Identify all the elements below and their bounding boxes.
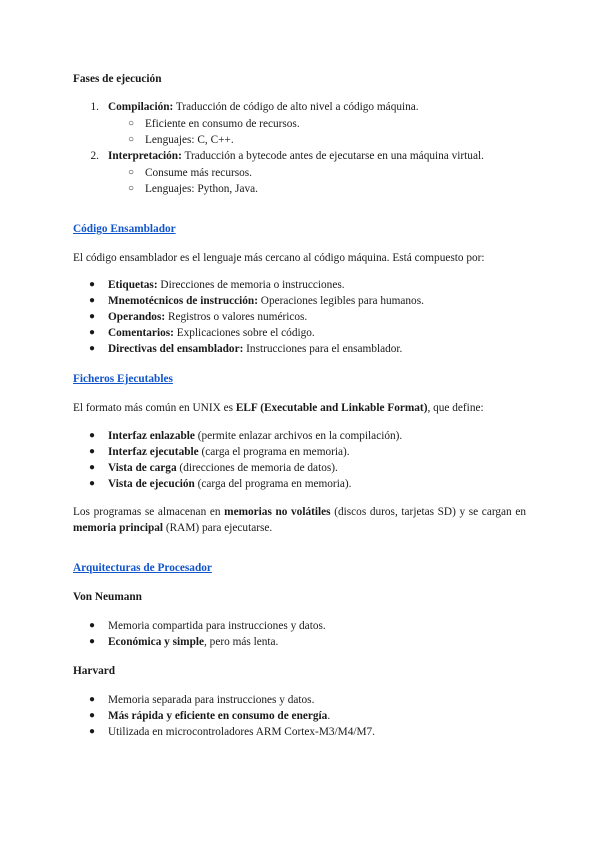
list-item: Vista de ejecución (carga del programa en memoria). (108, 478, 352, 490)
paragraph-storage: Los programas se almacenan en memorias no volátiles (discos duros, tarjetas SD) y se cargan en memoria principal (RAM) para ejecutarse. (73, 506, 527, 534)
subheading-von-neumann: Von Neumann (73, 591, 142, 603)
sub-bullet-icon: ○ (128, 183, 135, 194)
list-item: Interfaz enlazable (permite enlazar archivos en la compilación). (108, 430, 403, 442)
list-item: Memoria separada para instrucciones y datos. (108, 694, 315, 706)
paragraph-intro: El código ensamblador es el lenguaje más cercano al código máquina. Está compuesto por: (73, 252, 485, 264)
sub-item: Lenguajes: C, C++. (145, 134, 234, 146)
list-item: Operandos: Registros o valores numéricos. (108, 311, 308, 323)
list-item: Directivas del ensamblador: Instrucciones para el ensamblador. (108, 343, 403, 355)
bullet-icon: ● (89, 694, 96, 705)
list-item: Mnemotécnicos de instrucción: Operaciones legibles para humanos. (108, 295, 424, 307)
bullet-icon: ● (89, 446, 96, 457)
item-term: Interpretación: (108, 150, 182, 162)
bullet-icon: ● (89, 343, 96, 354)
bullet-icon: ● (89, 295, 96, 306)
list-item: Etiquetas: Direcciones de memoria o instrucciones. (108, 279, 345, 291)
section-title-fases: Fases de ejecución (73, 73, 162, 85)
list-number: 2. (90, 150, 99, 162)
bullet-icon: ● (89, 279, 96, 290)
list-item: Memoria compartida para instrucciones y datos. (108, 620, 326, 632)
list-number: 1. (90, 101, 99, 113)
list-item: Interfaz ejecutable (carga el programa en memoria). (108, 446, 350, 458)
sub-item: Eficiente en consumo de recursos. (145, 118, 300, 130)
list-item: Vista de carga (direcciones de memoria de datos). (108, 462, 338, 474)
list-item: Comentarios: Explicaciones sobre el código. (108, 327, 315, 339)
list-item: Utilizada en microcontroladores ARM Cortex-M3/M4/M7. (108, 726, 375, 738)
sub-bullet-icon: ○ (128, 118, 135, 129)
sub-bullet-icon: ○ (128, 134, 135, 145)
subheading-harvard: Harvard (73, 665, 116, 677)
list-item: Económica y simple, pero más lenta. (108, 636, 279, 648)
bullet-icon: ● (89, 478, 96, 489)
item-term: Compilación: (108, 101, 174, 113)
bullet-icon: ● (89, 327, 96, 338)
item-description: Traducción de código de alto nivel a código máquina. (173, 101, 419, 113)
list-item: Más rápida y eficiente en consumo de energía. (108, 710, 331, 722)
bullet-icon: ● (89, 726, 96, 737)
heading-link-arquitecturas[interactable]: Arquitecturas de Procesador (73, 562, 212, 574)
sub-item: Consume más recursos. (145, 167, 252, 179)
bullet-icon: ● (89, 620, 96, 631)
bullet-icon: ● (89, 636, 96, 647)
paragraph-intro: El formato más común en UNIX es ELF (Executable and Linkable Format), que define: (73, 402, 484, 414)
bullet-icon: ● (89, 710, 96, 721)
bullet-icon: ● (89, 311, 96, 322)
bullet-icon: ● (89, 462, 96, 473)
sub-item: Lenguajes: Python, Java. (145, 183, 258, 195)
sub-bullet-icon: ○ (128, 167, 135, 178)
item-description: Traducción a bytecode antes de ejecutarse en una máquina virtual. (181, 150, 484, 162)
bullet-icon: ● (89, 430, 96, 441)
heading-link-ficheros-ejecutables[interactable]: Ficheros Ejecutables (73, 373, 173, 385)
heading-link-codigo-ensamblador[interactable]: Código Ensamblador (73, 223, 176, 235)
